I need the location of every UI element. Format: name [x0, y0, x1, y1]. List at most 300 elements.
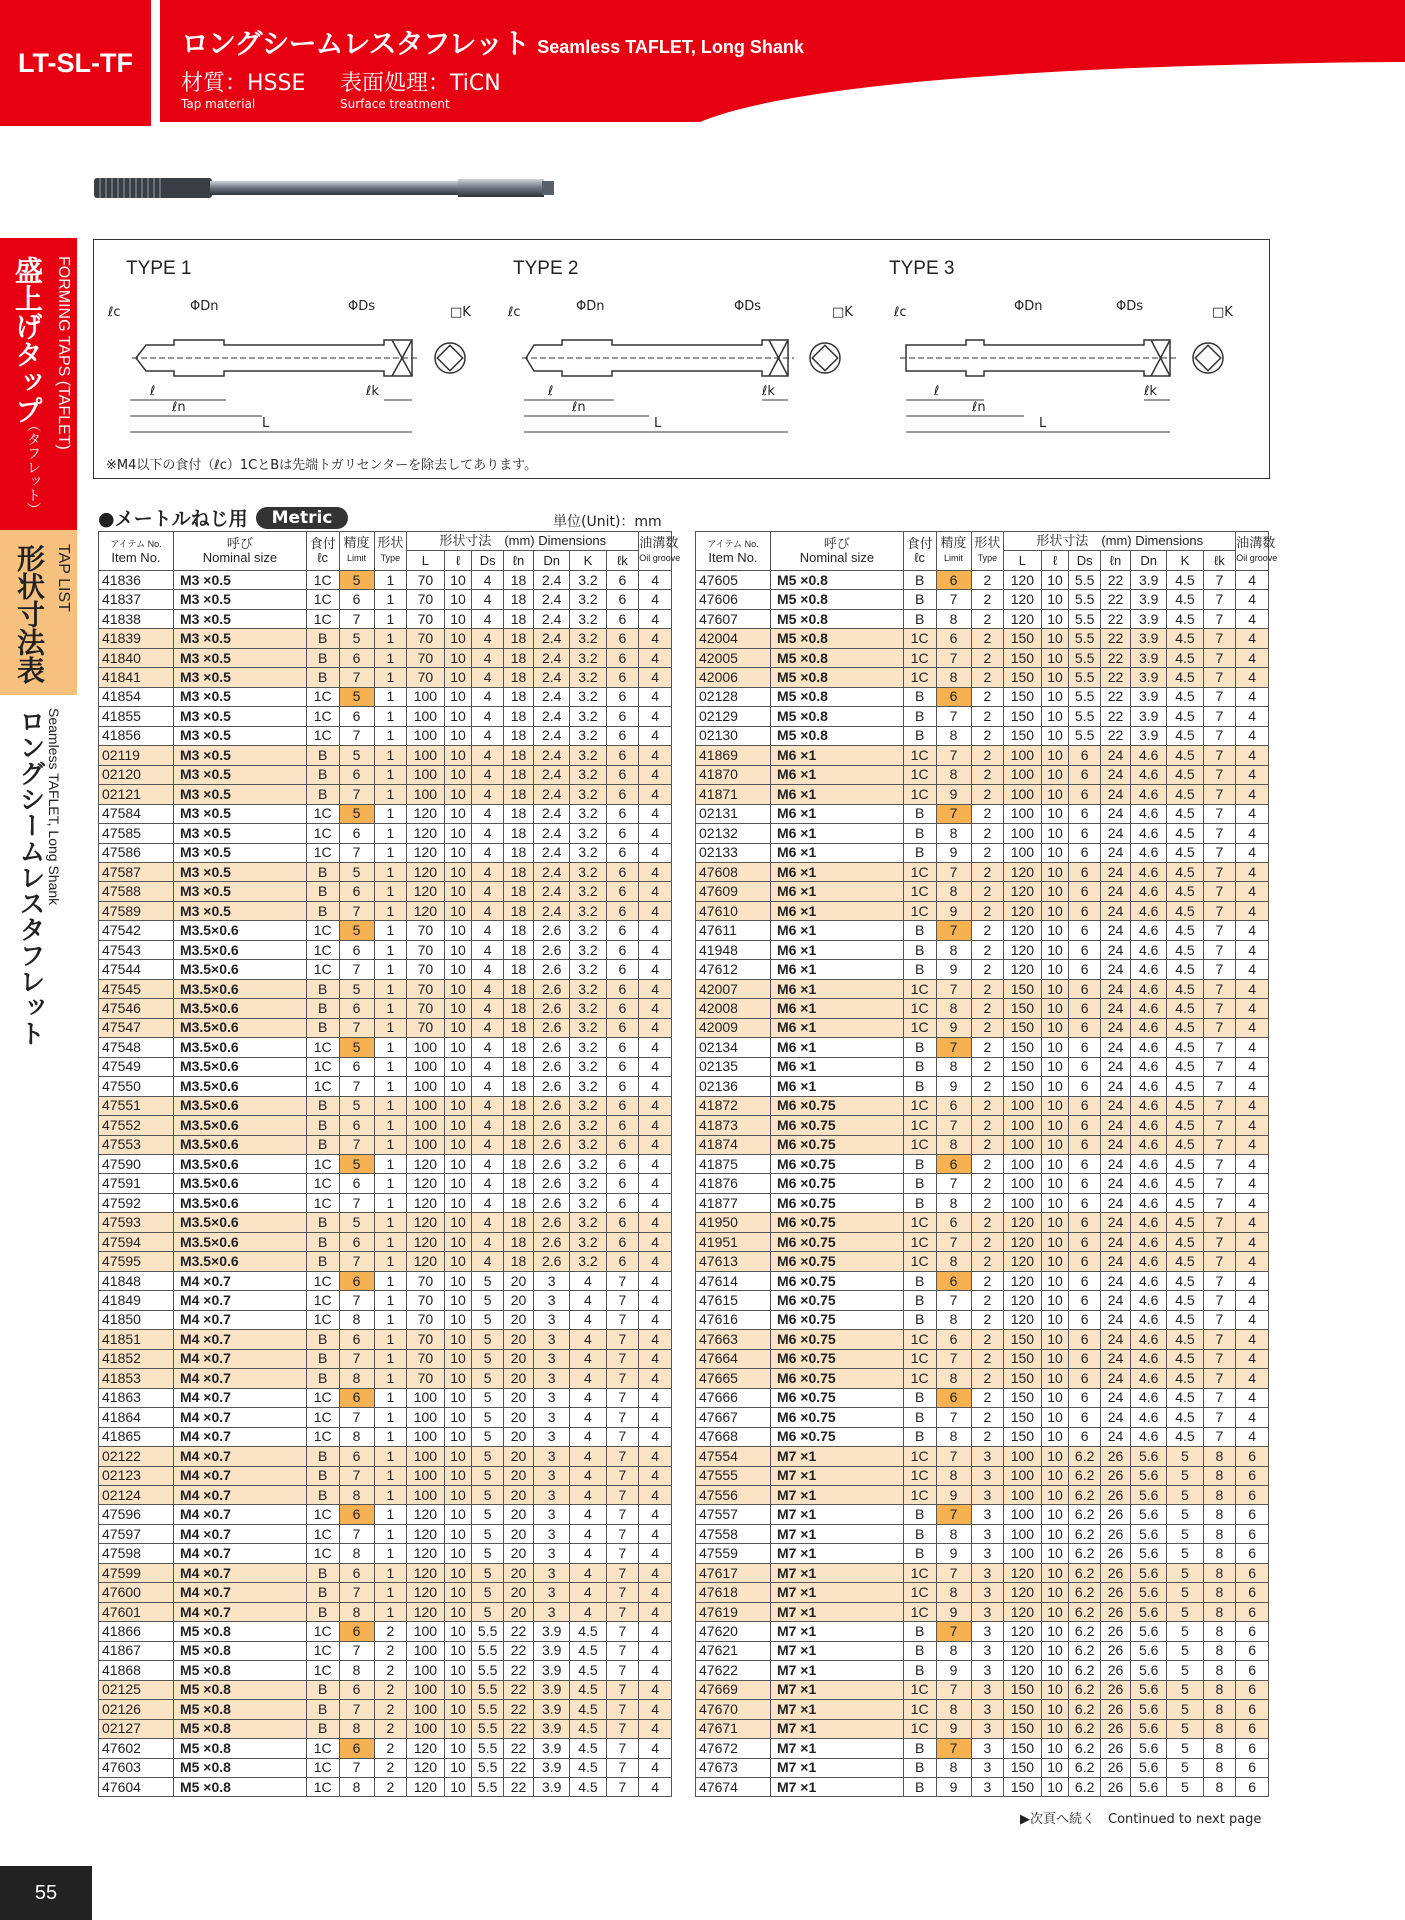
- table-row: [99, 1116, 672, 1135]
- table-cell: 1: [374, 1485, 407, 1504]
- table-cell: 7: [606, 1466, 639, 1485]
- table-cell: 1: [374, 1135, 407, 1154]
- table-cell: M7 ×1: [770, 1505, 903, 1524]
- table-cell: 3: [971, 1447, 1004, 1466]
- table-cell: 18: [503, 1213, 533, 1232]
- table-cell: 3.9: [534, 1700, 570, 1719]
- table-cell: 10: [444, 1096, 472, 1115]
- table-cell: 47555: [696, 1466, 771, 1485]
- table-cell: 7: [606, 1563, 639, 1582]
- table-cell: 3.9: [1131, 590, 1167, 609]
- table-row: [99, 940, 672, 959]
- table-cell: 10: [444, 668, 472, 687]
- table-cell: 7: [1203, 1369, 1236, 1388]
- table-row: [99, 785, 672, 804]
- table-cell: 2: [971, 765, 1004, 784]
- table-cell: 10: [444, 1524, 472, 1543]
- table-cell: 1C: [306, 1641, 339, 1660]
- table-cell: 47668: [696, 1427, 771, 1446]
- table-cell: 4: [639, 979, 672, 998]
- table-cell: M4 ×0.7: [173, 1602, 306, 1621]
- table-cell: 100: [407, 1447, 444, 1466]
- table-cell: 2: [971, 1038, 1004, 1057]
- table-cell: 47599: [99, 1563, 174, 1582]
- table-cell: 6: [606, 1193, 639, 1212]
- table-cell: 4.6: [1131, 1213, 1167, 1232]
- table-cell: 120: [1004, 1213, 1041, 1232]
- table-cell: 4: [639, 1544, 672, 1563]
- table-cell: 5: [1167, 1661, 1203, 1680]
- table-cell: 120: [407, 1583, 444, 1602]
- table-cell: 100: [407, 1408, 444, 1427]
- table-cell: 41871: [696, 785, 771, 804]
- table-cell: 6: [1069, 1271, 1100, 1290]
- table-cell: 1C: [306, 921, 339, 940]
- table-cell: 8: [1203, 1524, 1236, 1543]
- table-cell: 7: [1203, 979, 1236, 998]
- table-row: [696, 765, 1269, 784]
- table-cell: 10: [444, 1622, 472, 1641]
- table-row: [99, 1447, 672, 1466]
- table-row: [696, 1330, 1269, 1349]
- th-dim-col: ℓk: [606, 551, 639, 570]
- table-cell: B: [903, 1661, 936, 1680]
- table-cell: 2.6: [534, 1057, 570, 1076]
- table-cell: 1: [374, 707, 407, 726]
- table-cell: 3: [534, 1291, 570, 1310]
- table-cell: 1: [374, 921, 407, 940]
- table-cell: 4: [570, 1505, 606, 1524]
- table-cell: 20: [503, 1310, 533, 1329]
- table-cell: 70: [407, 609, 444, 628]
- table-cell: 150: [1004, 1057, 1041, 1076]
- table-cell: M6 ×0.75: [770, 1330, 903, 1349]
- table-cell: 6: [1069, 1096, 1100, 1115]
- table-cell: 41951: [696, 1232, 771, 1251]
- table-cell: B: [903, 843, 936, 862]
- table-cell: 4: [472, 687, 503, 706]
- table-cell: 47606: [696, 590, 771, 609]
- table-cell: 22: [1100, 668, 1130, 687]
- table-row: [99, 1485, 672, 1504]
- table-cell: 120: [407, 843, 444, 862]
- table-cell: 4.5: [1167, 921, 1203, 940]
- table-cell: 1C: [903, 746, 936, 765]
- table-cell: 10: [444, 1427, 472, 1446]
- table-cell: 1C: [903, 765, 936, 784]
- table-cell: 2: [971, 1271, 1004, 1290]
- table-cell: 3: [534, 1369, 570, 1388]
- table-cell: 5: [1167, 1485, 1203, 1504]
- table-cell: 10: [1041, 668, 1069, 687]
- table-row: [696, 862, 1269, 881]
- table-cell: 26: [1100, 1641, 1130, 1660]
- table-cell: 47610: [696, 901, 771, 920]
- table-cell: B: [903, 804, 936, 823]
- table-cell: 9: [936, 1544, 971, 1563]
- table-cell: 6: [1236, 1485, 1269, 1504]
- table-cell: 7: [1203, 1388, 1236, 1407]
- table-cell: 7: [339, 1700, 374, 1719]
- table-cell: 6: [1069, 1155, 1100, 1174]
- table-cell: 6: [606, 765, 639, 784]
- table-cell: 4: [639, 765, 672, 784]
- table-cell: 1C: [903, 1719, 936, 1738]
- table-cell: 6: [339, 999, 374, 1018]
- table-cell: 6: [339, 1232, 374, 1251]
- table-cell: 4: [1236, 862, 1269, 881]
- table-cell: 1: [374, 1291, 407, 1310]
- table-cell: 2: [971, 1135, 1004, 1154]
- table-cell: M6 ×0.75: [770, 1232, 903, 1251]
- table-cell: 24: [1100, 1018, 1130, 1037]
- table-cell: 10: [444, 570, 472, 589]
- table-cell: 10: [444, 1057, 472, 1076]
- th-dim-col: Ds: [1069, 551, 1100, 570]
- table-cell: 4.5: [1167, 960, 1203, 979]
- table-row: [696, 1622, 1269, 1641]
- table-cell: 18: [503, 1252, 533, 1271]
- table-cell: 47589: [99, 901, 174, 920]
- table-cell: 2: [971, 1232, 1004, 1251]
- table-cell: 8: [936, 1193, 971, 1212]
- table-cell: 3: [534, 1349, 570, 1368]
- table-cell: 10: [1041, 726, 1069, 745]
- table-cell: 8: [936, 1641, 971, 1660]
- table-cell: 4: [472, 648, 503, 667]
- table-cell: 5: [339, 979, 374, 998]
- table-cell: 7: [1203, 629, 1236, 648]
- table-cell: 4: [472, 609, 503, 628]
- table-cell: 47592: [99, 1193, 174, 1212]
- side-label-jp: 盛上げタップ: [11, 256, 44, 424]
- table-cell: 10: [444, 1739, 472, 1758]
- table-cell: 4: [472, 746, 503, 765]
- table-cell: 47545: [99, 979, 174, 998]
- table-cell: 2.4: [534, 862, 570, 881]
- table-cell: 4.6: [1131, 1096, 1167, 1115]
- table-cell: 4.5: [570, 1719, 606, 1738]
- table-cell: 1: [374, 1369, 407, 1388]
- table-cell: 4: [1236, 1155, 1269, 1174]
- table-cell: 120: [1004, 1232, 1041, 1251]
- table-cell: B: [306, 1583, 339, 1602]
- table-cell: 4.6: [1131, 804, 1167, 823]
- table-cell: 4.5: [1167, 687, 1203, 706]
- table-cell: 5: [472, 1291, 503, 1310]
- table-cell: 8: [936, 1135, 971, 1154]
- table-cell: 8: [936, 999, 971, 1018]
- table-cell: 10: [1041, 1018, 1069, 1037]
- table-row: [696, 629, 1269, 648]
- table-cell: 41866: [99, 1622, 174, 1641]
- table-cell: 4.5: [1167, 668, 1203, 687]
- table-cell: 24: [1100, 901, 1130, 920]
- table-cell: 5.5: [472, 1719, 503, 1738]
- table-row: [99, 1758, 672, 1777]
- table-cell: 9: [936, 1778, 971, 1797]
- table-cell: 100: [407, 1135, 444, 1154]
- table-cell: 18: [503, 1174, 533, 1193]
- table-cell: 1C: [306, 824, 339, 843]
- table-cell: 3: [971, 1563, 1004, 1582]
- spec-table-right: [695, 531, 1278, 1797]
- table-row: [99, 1700, 672, 1719]
- table-cell: 7: [606, 1447, 639, 1466]
- table-cell: 9: [936, 1719, 971, 1738]
- table-cell: 2: [971, 862, 1004, 881]
- table-cell: 5: [1167, 1447, 1203, 1466]
- table-cell: 4.5: [570, 1680, 606, 1699]
- table-cell: 6: [339, 1563, 374, 1582]
- table-cell: 100: [407, 687, 444, 706]
- table-cell: 1C: [903, 785, 936, 804]
- table-cell: 3: [971, 1758, 1004, 1777]
- table-cell: 41838: [99, 609, 174, 628]
- table-cell: 6: [606, 1252, 639, 1271]
- table-cell: M6 ×0.75: [770, 1349, 903, 1368]
- table-cell: 10: [1041, 707, 1069, 726]
- table-cell: 47596: [99, 1505, 174, 1524]
- type2-label: TYPE 2: [513, 258, 579, 279]
- th-lc: 食付 ℓc: [306, 532, 339, 571]
- table-cell: 10: [1041, 1310, 1069, 1329]
- table-cell: 18: [503, 843, 533, 862]
- table-cell: 100: [1004, 1174, 1041, 1193]
- table-cell: 47595: [99, 1252, 174, 1271]
- table-cell: 4: [639, 1661, 672, 1680]
- table-cell: 1: [374, 1505, 407, 1524]
- table-cell: 7: [1203, 1038, 1236, 1057]
- table-cell: 100: [1004, 1505, 1041, 1524]
- table-cell: 6: [1069, 1349, 1100, 1368]
- table-cell: 7: [339, 1291, 374, 1310]
- table-cell: 47584: [99, 804, 174, 823]
- table-cell: 6: [606, 609, 639, 628]
- table-cell: 10: [444, 901, 472, 920]
- table-cell: 4: [639, 1291, 672, 1310]
- table-cell: 26: [1100, 1447, 1130, 1466]
- table-cell: 6: [1069, 1369, 1100, 1388]
- table-cell: 1C: [306, 1505, 339, 1524]
- table-cell: 3.9: [534, 1758, 570, 1777]
- table-cell: 10: [1041, 1680, 1069, 1699]
- table-cell: 6: [1236, 1700, 1269, 1719]
- table-cell: 8: [339, 1544, 374, 1563]
- svg-text:L: L: [654, 416, 662, 431]
- table-cell: 10: [444, 687, 472, 706]
- table-cell: 120: [1004, 1563, 1041, 1582]
- th-dim-col: K: [570, 551, 606, 570]
- table-cell: 3.2: [570, 1038, 606, 1057]
- table-cell: 7: [606, 1602, 639, 1621]
- table-cell: 10: [1041, 1485, 1069, 1504]
- table-cell: 4: [1236, 1193, 1269, 1212]
- table-cell: 02119: [99, 746, 174, 765]
- table-cell: 8: [1203, 1602, 1236, 1621]
- table-cell: 100: [407, 1038, 444, 1057]
- table-cell: B: [903, 1388, 936, 1407]
- table-cell: 8: [1203, 1719, 1236, 1738]
- table-cell: M3.5×0.6: [173, 1252, 306, 1271]
- table-cell: 2.6: [534, 1038, 570, 1057]
- table-cell: M3 ×0.5: [173, 901, 306, 920]
- table-row: [696, 1602, 1269, 1621]
- table-cell: M3 ×0.5: [173, 824, 306, 843]
- table-cell: 20: [503, 1271, 533, 1290]
- table-cell: M5 ×0.8: [173, 1661, 306, 1680]
- table-cell: 6: [339, 940, 374, 959]
- table-cell: B: [903, 824, 936, 843]
- table-cell: 1C: [903, 648, 936, 667]
- table-cell: B: [903, 590, 936, 609]
- table-cell: 8: [339, 1719, 374, 1738]
- table-cell: 42007: [696, 979, 771, 998]
- table-cell: M7 ×1: [770, 1641, 903, 1660]
- table-cell: 8: [1203, 1466, 1236, 1485]
- table-cell: 150: [1004, 1778, 1041, 1797]
- table-cell: 47549: [99, 1057, 174, 1076]
- table-cell: 1C: [903, 629, 936, 648]
- table-cell: 150: [1004, 1077, 1041, 1096]
- table-cell: 4.6: [1131, 1388, 1167, 1407]
- table-cell: 10: [1041, 940, 1069, 959]
- table-row: [99, 707, 672, 726]
- th-item: アイテム No. Item No.: [696, 532, 771, 571]
- table-cell: 41863: [99, 1388, 174, 1407]
- table-cell: 7: [1203, 921, 1236, 940]
- table-cell: 7: [339, 960, 374, 979]
- table-cell: M7 ×1: [770, 1719, 903, 1738]
- table-cell: 4: [639, 1466, 672, 1485]
- table-cell: 4: [570, 1369, 606, 1388]
- table-cell: 1C: [306, 1778, 339, 1797]
- table-row: [696, 1252, 1269, 1271]
- table-cell: 120: [1004, 1661, 1041, 1680]
- table-cell: 3.9: [1131, 687, 1167, 706]
- table-cell: 1C: [903, 1018, 936, 1037]
- th-dim-col: ℓn: [1100, 551, 1130, 570]
- table-cell: 6.2: [1069, 1524, 1100, 1543]
- table-cell: 8: [1203, 1700, 1236, 1719]
- table-cell: 3: [534, 1408, 570, 1427]
- table-cell: B: [306, 979, 339, 998]
- table-cell: 2.6: [534, 979, 570, 998]
- table-cell: 3.2: [570, 629, 606, 648]
- table-cell: 24: [1100, 843, 1130, 862]
- table-cell: 1: [374, 960, 407, 979]
- table-cell: 10: [1041, 1096, 1069, 1115]
- table-cell: M6 ×1: [770, 1057, 903, 1076]
- table-cell: B: [306, 1369, 339, 1388]
- table-cell: M4 ×0.7: [173, 1524, 306, 1543]
- spec-table-left: [98, 531, 681, 1797]
- table-cell: 3: [971, 1778, 1004, 1797]
- table-cell: 6: [1236, 1758, 1269, 1777]
- table-cell: 24: [1100, 785, 1130, 804]
- table-cell: 4: [1236, 765, 1269, 784]
- table-cell: 6: [1069, 921, 1100, 940]
- table-cell: 7: [936, 1680, 971, 1699]
- table-cell: 4.5: [1167, 1427, 1203, 1446]
- table-row: [696, 1213, 1269, 1232]
- table-cell: 1C: [306, 570, 339, 589]
- table-row: [99, 1388, 672, 1407]
- table-cell: 4: [472, 1174, 503, 1193]
- table-cell: M4 ×0.7: [173, 1583, 306, 1602]
- table-cell: 2: [374, 1622, 407, 1641]
- table-cell: 10: [1041, 1349, 1069, 1368]
- table-cell: 4.6: [1131, 1135, 1167, 1154]
- svg-text:ℓk: ℓk: [762, 384, 775, 399]
- table-cell: 47605: [696, 570, 771, 589]
- table-cell: 150: [1004, 668, 1041, 687]
- table-cell: M6 ×0.75: [770, 1096, 903, 1115]
- table-cell: 22: [1100, 590, 1130, 609]
- table-cell: 100: [407, 726, 444, 745]
- table-cell: 4.5: [570, 1622, 606, 1641]
- table-cell: 47598: [99, 1544, 174, 1563]
- table-cell: 10: [444, 1778, 472, 1797]
- table-cell: 3: [971, 1661, 1004, 1680]
- table-cell: 4: [472, 921, 503, 940]
- table-cell: 100: [1004, 1096, 1041, 1115]
- table-cell: 1: [374, 940, 407, 959]
- table-cell: 8: [1203, 1758, 1236, 1777]
- table-cell: 4: [472, 940, 503, 959]
- table-cell: 150: [1004, 1758, 1041, 1777]
- table-cell: 2: [971, 1057, 1004, 1076]
- table-cell: 6: [1236, 1622, 1269, 1641]
- table-cell: B: [306, 1018, 339, 1037]
- table-cell: B: [903, 1739, 936, 1758]
- table-cell: B: [306, 999, 339, 1018]
- table-cell: 150: [1004, 1369, 1041, 1388]
- table-row: [696, 590, 1269, 609]
- table-cell: 1: [374, 765, 407, 784]
- table-cell: 6: [606, 862, 639, 881]
- table-cell: 8: [339, 1427, 374, 1446]
- table-cell: 10: [1041, 1641, 1069, 1660]
- table-cell: 6: [1069, 1018, 1100, 1037]
- table-cell: 24: [1100, 1135, 1130, 1154]
- table-cell: 47600: [99, 1583, 174, 1602]
- table-cell: 5.5: [1069, 629, 1100, 648]
- table-cell: M6 ×0.75: [770, 1116, 903, 1135]
- table-row: [99, 1271, 672, 1290]
- table-cell: 3: [971, 1524, 1004, 1543]
- table-cell: 6: [936, 1388, 971, 1407]
- table-cell: 8: [936, 1466, 971, 1485]
- table-row: [696, 668, 1269, 687]
- table-cell: 100: [407, 1388, 444, 1407]
- table-cell: 41867: [99, 1641, 174, 1660]
- table-cell: 10: [1041, 1369, 1069, 1388]
- table-cell: 2: [971, 960, 1004, 979]
- table-cell: 120: [1004, 590, 1041, 609]
- table-cell: 2.4: [534, 901, 570, 920]
- table-cell: 4: [570, 1583, 606, 1602]
- table-cell: 7: [606, 1524, 639, 1543]
- table-cell: M5 ×0.8: [770, 590, 903, 609]
- table-cell: 10: [444, 1485, 472, 1504]
- table-cell: 8: [1203, 1661, 1236, 1680]
- table-cell: 1: [374, 1447, 407, 1466]
- table-cell: 1C: [306, 1388, 339, 1407]
- table-cell: 4: [639, 1739, 672, 1758]
- table-cell: 3.2: [570, 1057, 606, 1076]
- table-row: [696, 1271, 1269, 1290]
